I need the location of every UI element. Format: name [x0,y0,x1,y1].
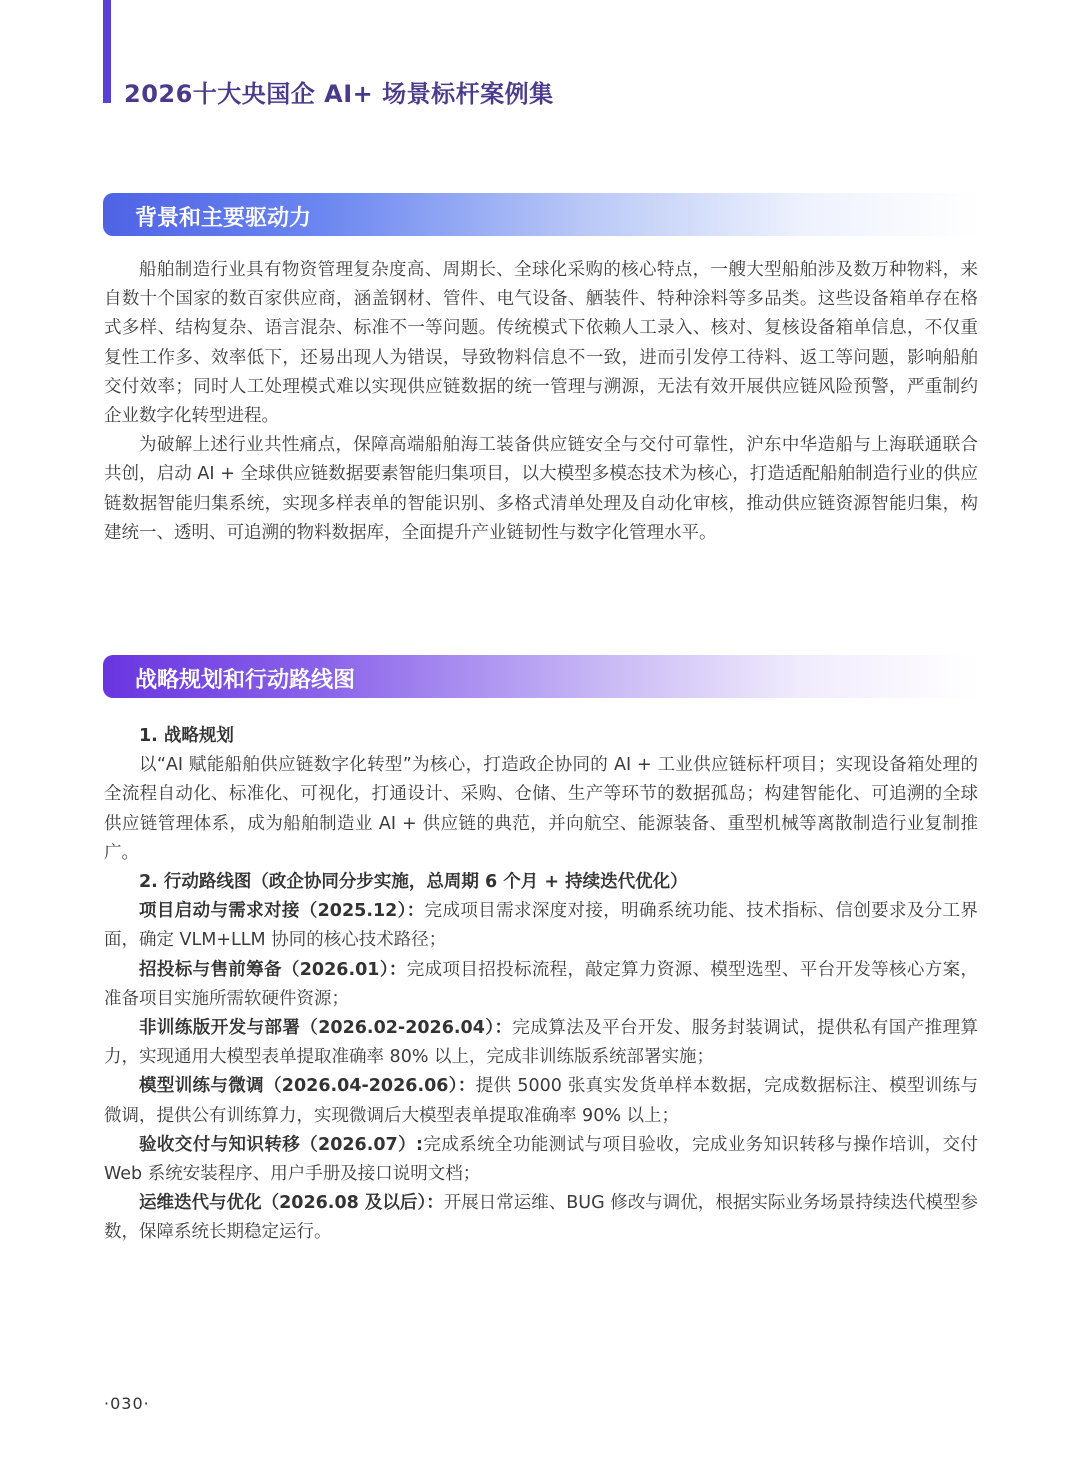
roadmap-item-text: 完成项目招投标流程，敲定算力资源、模型选型、平台开发等核心方案，准备项目实施所需软硬件资源； [104,959,978,1009]
roadmap-item [104,1131,978,1189]
roadmap-item-text: 提供 5000 张真实发货单样本数据，完成数据标注、模型训练与微调，提供公有训练算力，实现微调后大模型表单提取准确率 90% 以上； [104,1076,978,1126]
roadmap-item-title: 非训练版开发与部署（2026.02-2026.04）： [139,1018,513,1039]
roadmap-item-title: 运维迭代与优化（2026.08 及以后）： [139,1193,444,1214]
roadmap-item-title: 模型训练与微调（2026.04-2026.06）： [139,1076,476,1097]
roadmap-item [104,897,978,955]
roadmap-item-text: 完成系统全功能测试与项目验收，完成业务知识转移与操作培训，交付 Web 系统安装程序、用户手册及接口说明文档； [104,1134,978,1185]
strategy-section-body [104,722,978,1248]
section-title: 战略规划和行动路线图 [135,668,356,693]
roadmap-item-text: 完成项目需求深度对接，明确系统功能、技术指标、信创要求及分工界面，确定 VLM+LLM 协同的核心技术路径； [104,901,978,951]
roadmap-item [104,1072,978,1130]
strategy-paragraph: 以“AI 赋能船舶供应链数字化转型”为核心，打造政企协同的 AI + 工业供应链标杆项目；实现设备箱处理的全流程自动化、标准化、可视化，打通设计、采购、仓储、生产等环节的数据孤岛；构建智能化、可追溯的全球供应链管理体系，成为船舶制造业 AI + 供应链的典范，并向航空、能源装备、重型机械等离散制造行业复制推广。 [104,755,978,863]
roadmap-item-title: 招投标与售前筹备（2026.01）： [139,959,407,980]
section-title: 背景和主要驱动力 [135,206,312,231]
document-title: 2026十大央国企 AI+ 场景标杆案例集 [124,80,554,108]
roadmap-item [104,956,978,1014]
background-section-body [104,256,978,548]
paragraph: 船舶制造行业具有物资管理复杂度高、周期长、全球化采购的核心特点，一艘大型船舶涉及数万种物料，来自数十个国家的数百家供应商，涵盖钢材、管件、电气设备、舾装件、特种涂料等多品类。这些设备箱单存在格式多样、结构复杂、语言混杂、标准不一等问题。传统模式下依赖人工录入、核对、复核设备箱单信息，不仅重复性工作多、效率低下，还易出现人为错误，导致物料信息不一致，进而引发停工待料、返工等问题，影响船舶交付效率；同时人工处理模式难以实现供应链数据的统一管理与溯源，无法有效开展供应链风险预警，严重制约企业数字化转型进程。 [104,260,978,427]
strategy-heading: 1. 战略规划 [139,726,234,746]
roadmap-item-title: 项目启动与需求对接（2025.12）： [139,901,425,922]
roadmap-item [104,1189,978,1247]
roadmap-item-text: 完成算法及平台开发、服务封装调试，提供私有国产推理算力，实现通用大模型表单提取准确率 80% 以上，完成非训练版系统部署实施； [104,1018,978,1068]
roadmap-item-title: 验收交付与知识转移（2026.07）: [139,1134,424,1155]
header-accent-bar [103,0,111,103]
page-number: ·030· [104,1394,150,1413]
paragraph: 为破解上述行业共性痛点，保障高端船舶海工装备供应链安全与交付可靠性，沪东中华造船与上海联通联合共创，启动 AI + 全球供应链数据要素智能归集项目，以大模型多模态技术为核心，打造适配船舶制造行业的供应链数据智能归集系统，实现多样表单的智能识别、多格式清单处理及自动化审核，推动供应链资源智能归集，构建统一、透明、可追溯的物料数据库，全面提升产业链韧性与数字化管理水平。 [104,435,978,543]
roadmap-heading: 2. 行动路线图（政企协同分步实施，总周期 6 个月 + 持续迭代优化） [139,872,688,893]
roadmap-item-text: 开展日常运维、BUG 修改与调优，根据实际业务场景持续迭代模型参数，保障系统长期稳定运行。 [104,1193,978,1243]
section-header-strategy [103,655,980,698]
section-header-background [103,193,980,236]
roadmap-item [104,1014,978,1072]
